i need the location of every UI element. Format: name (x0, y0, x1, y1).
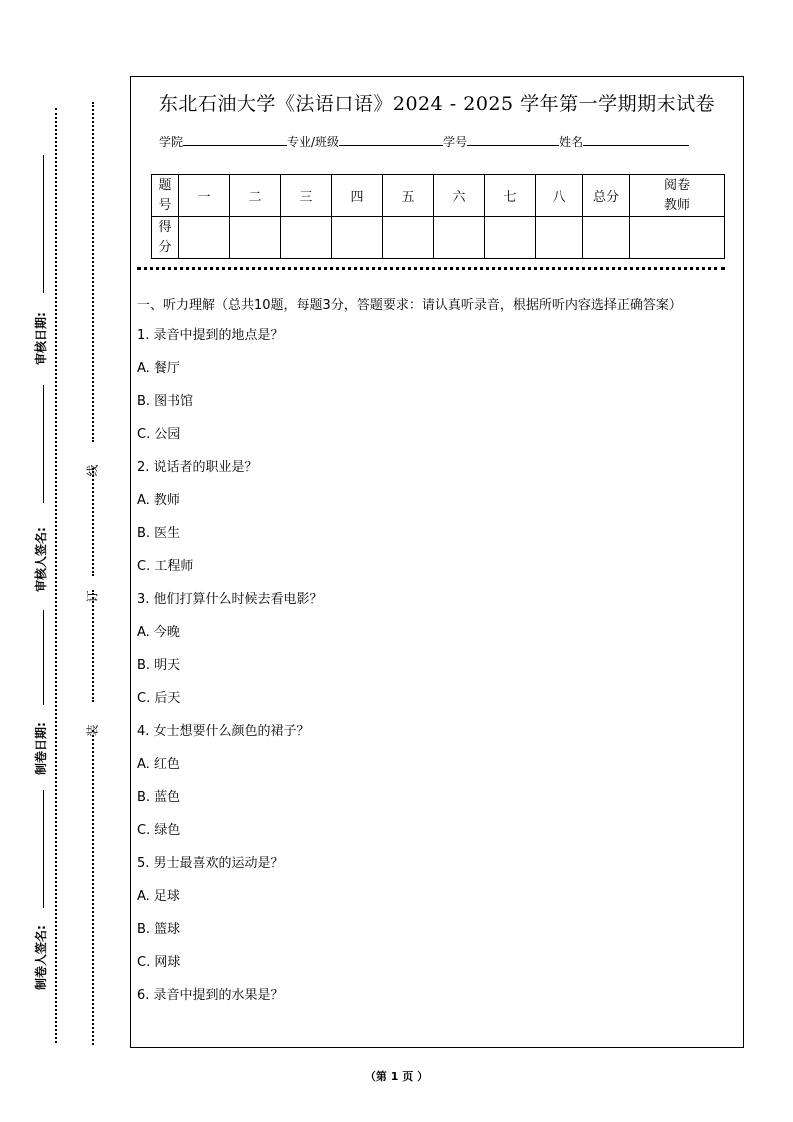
row-label-char: 题 (158, 177, 172, 193)
student-id-field[interactable] (467, 135, 559, 146)
option: B. 医生 (137, 526, 181, 541)
col-header: 四 (332, 175, 383, 217)
row-label-score (152, 217, 179, 259)
binding-char-ding: 订 (85, 590, 100, 603)
question-4 (137, 722, 735, 854)
col-header: 一 (179, 175, 230, 217)
preparer-sign-label: 制卷人签名: (34, 925, 48, 990)
score-cell[interactable] (536, 217, 583, 259)
question-text: 5. 男士最喜欢的运动是？ (137, 856, 284, 871)
question-text: 3. 他们打算什么时候去看电影？ (137, 592, 323, 607)
reviewer-sign-line (43, 385, 44, 503)
question-3 (137, 590, 735, 722)
col-header: 七 (485, 175, 536, 217)
reviewer-char: 阅卷 (663, 177, 690, 193)
option: A. 红色 (137, 757, 180, 772)
score-table (151, 174, 725, 259)
option: A. 今晚 (137, 625, 180, 640)
col-header: 二 (230, 175, 281, 217)
preparer-sign-line (43, 790, 44, 908)
score-cell[interactable] (281, 217, 332, 259)
review-date-label: 审核日期: (34, 312, 48, 365)
row-label-char: 得 (158, 219, 172, 235)
option: C. 绿色 (137, 823, 181, 838)
col-header: 八 (536, 175, 583, 217)
student-info-row (159, 133, 689, 150)
prep-date-line (43, 610, 44, 705)
review-date-line (43, 155, 44, 293)
question-text: 6. 录音中提到的水果是？ (137, 988, 284, 1003)
option: A. 足球 (137, 889, 180, 904)
col-header: 六 (434, 175, 485, 217)
separator-dotted-line (137, 267, 725, 270)
row-label-question (152, 175, 179, 217)
score-cell-total[interactable] (583, 217, 630, 259)
college-field[interactable] (183, 135, 287, 146)
score-cell[interactable] (434, 217, 485, 259)
option: B. 篮球 (137, 922, 181, 937)
question-6 (137, 986, 735, 1019)
col-header: 三 (281, 175, 332, 217)
college-label: 学院 (159, 135, 184, 149)
inner-dotted-line-bottom (92, 730, 94, 1045)
row-label-char: 分 (158, 239, 172, 255)
student-id-label: 学号 (443, 135, 468, 149)
question-text: 4. 女士想要什么颜色的裙子？ (137, 724, 310, 739)
section-listening (137, 294, 735, 1019)
option: B. 蓝色 (137, 790, 181, 805)
binding-char-xian: 线 (85, 464, 100, 477)
inner-dotted-line-mid1 (92, 468, 94, 576)
col-header-total: 总分 (583, 175, 630, 217)
reviewer-char: 教师 (663, 197, 690, 213)
name-label: 姓名 (559, 135, 584, 149)
question-text: 1. 录音中提到的地点是？ (137, 328, 284, 343)
option: C. 工程师 (137, 559, 194, 574)
binding-char-zhuang: 装 (85, 724, 100, 737)
option: A. 教师 (137, 493, 180, 508)
question-1 (137, 326, 735, 458)
score-cell[interactable] (230, 217, 281, 259)
exam-sheet (130, 76, 744, 1048)
score-cell[interactable] (485, 217, 536, 259)
outer-dotted-line (55, 108, 57, 1043)
page-number: （第 1 页 ） (364, 1070, 429, 1083)
question-5 (137, 854, 735, 986)
col-header-reviewer (630, 175, 725, 217)
inner-dotted-line-top (92, 102, 94, 442)
question-text: 2. 说话者的职业是？ (137, 460, 258, 475)
option: C. 网球 (137, 955, 181, 970)
major-field[interactable] (339, 135, 443, 146)
inner-dotted-line-mid2 (92, 590, 94, 702)
score-cell[interactable] (179, 217, 230, 259)
score-cell-reviewer[interactable] (630, 217, 725, 259)
score-cell[interactable] (332, 217, 383, 259)
section-heading: 一、听力理解（总共10题，每题3分，答题要求：请认真听录音，根据所听内容选择正确答案） (137, 298, 682, 313)
question-2 (137, 458, 735, 590)
exam-title: 东北石油大学《法语口语》2024 - 2025 学年第一学期期末试卷 (158, 93, 716, 115)
option: B. 图书馆 (137, 394, 194, 409)
score-cell[interactable] (383, 217, 434, 259)
prep-date-label: 制卷日期: (34, 722, 48, 775)
name-field[interactable] (583, 135, 689, 146)
option: B. 明天 (137, 658, 181, 673)
option: C. 后天 (137, 691, 181, 706)
col-header: 五 (383, 175, 434, 217)
row-label-char: 号 (158, 197, 172, 213)
option: C. 公园 (137, 427, 181, 442)
reviewer-sign-label: 审核人签名: (34, 527, 48, 592)
major-label: 专业/班级 (287, 135, 340, 149)
option: A. 餐厅 (137, 361, 180, 376)
